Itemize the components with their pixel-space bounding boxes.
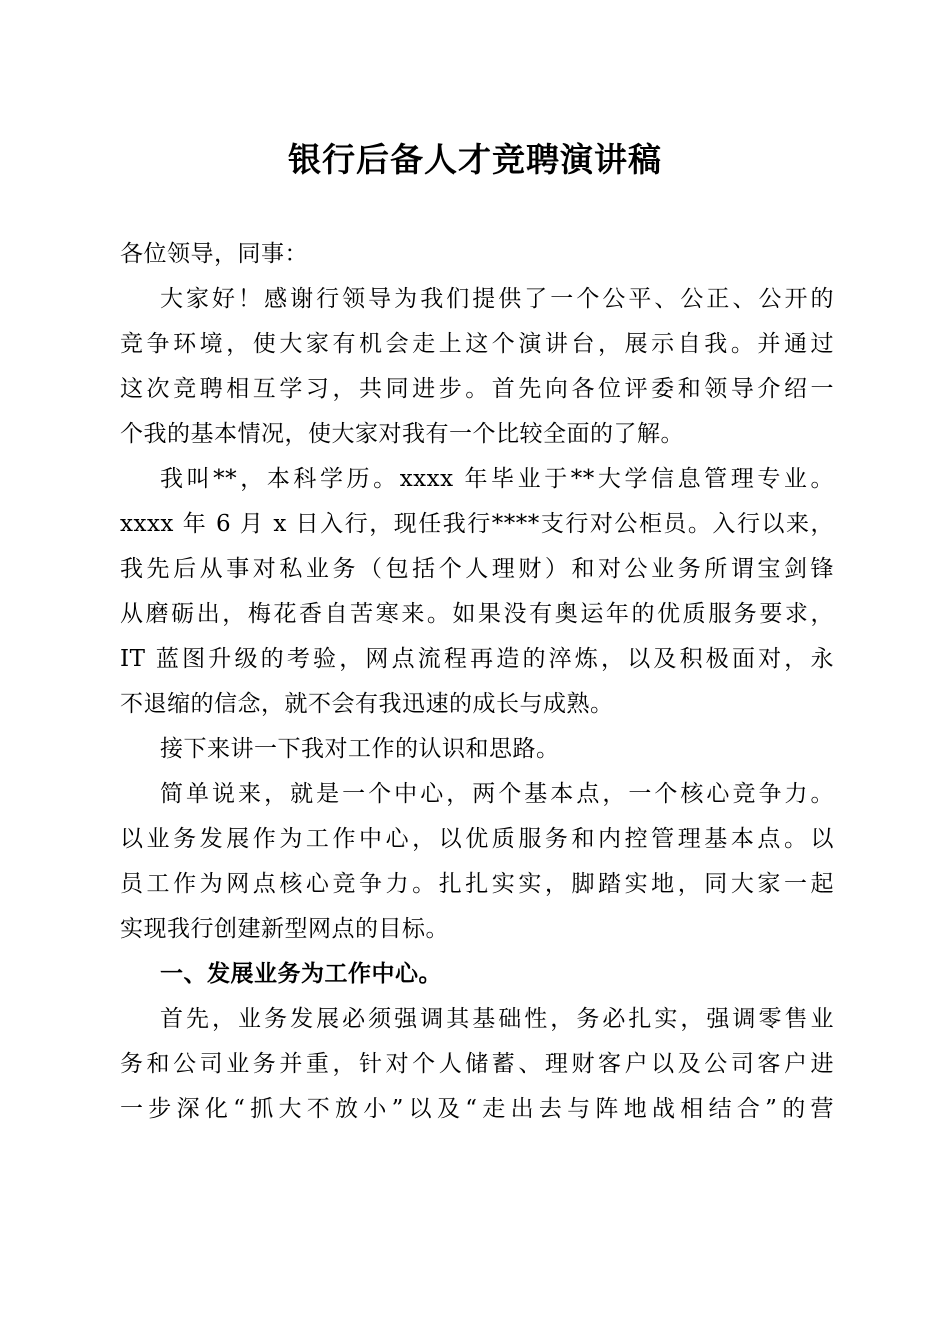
paragraph-line: 员工作为网点核心竞争力。扎扎实实，脚踏实地，同大家一起: [120, 871, 834, 897]
paragraph-line: 不退缩的信念，就不会有我迅速的成长与成熟。: [120, 691, 614, 717]
paragraph-line: 首先，业务发展必须强调其基础性，务必扎实，强调零售业: [160, 1006, 834, 1032]
paragraph-line: 竞争环境，使大家有机会走上这个演讲台，展示自我。并通过: [120, 331, 834, 357]
paragraph-line: 以业务发展作为工作中心，以优质服务和内控管理基本点。以: [120, 826, 834, 852]
paragraph-line: 这次竞聘相互学习，共同进步。首先向各位评委和领导介绍一: [120, 376, 834, 402]
paragraph-line: 务和公司业务并重，针对个人储蓄、理财客户以及公司客户进: [120, 1051, 834, 1077]
paragraph-line: IT 蓝图升级的考验，网点流程再造的淬炼，以及积极面对，永: [120, 646, 834, 672]
paragraph-line: xxxx 年 6 月 x 日入行，现任我行****支行对公柜员。入行以来，: [120, 511, 834, 537]
paragraph-line: 我先后从事对私业务（包括个人理财）和对公业务所谓宝剑锋: [120, 556, 834, 582]
paragraph-line: 接下来讲一下我对工作的认识和思路。: [160, 736, 560, 762]
paragraph-line: 我叫**，本科学历。xxxx 年毕业于**大学信息管理专业。: [160, 466, 834, 492]
paragraph-line: 实现我行创建新型网点的目标。: [120, 916, 449, 942]
paragraph-line: 简单说来，就是一个中心，两个基本点，一个核心竞争力。: [160, 781, 834, 807]
paragraph-line: 从磨砺出，梅花香自苦寒来。如果没有奥运年的优质服务要求，: [120, 601, 834, 627]
paragraph-line: 大家好！感谢行领导为我们提供了一个公平、公正、公开的: [160, 286, 834, 312]
document-title: 银行后备人才竞聘演讲稿: [288, 140, 662, 179]
paragraph-line: 个我的基本情况，使大家对我有一个比较全面的了解。: [120, 421, 684, 447]
section-heading: 一、发展业务为工作中心。: [160, 961, 442, 987]
document-body: [120, 232, 834, 1132]
salutation-line: 各位领导，同事：: [120, 241, 308, 267]
paragraph-line: 一步深化“抓大不放小”以及“走出去与阵地战相结合”的营: [120, 1096, 834, 1122]
